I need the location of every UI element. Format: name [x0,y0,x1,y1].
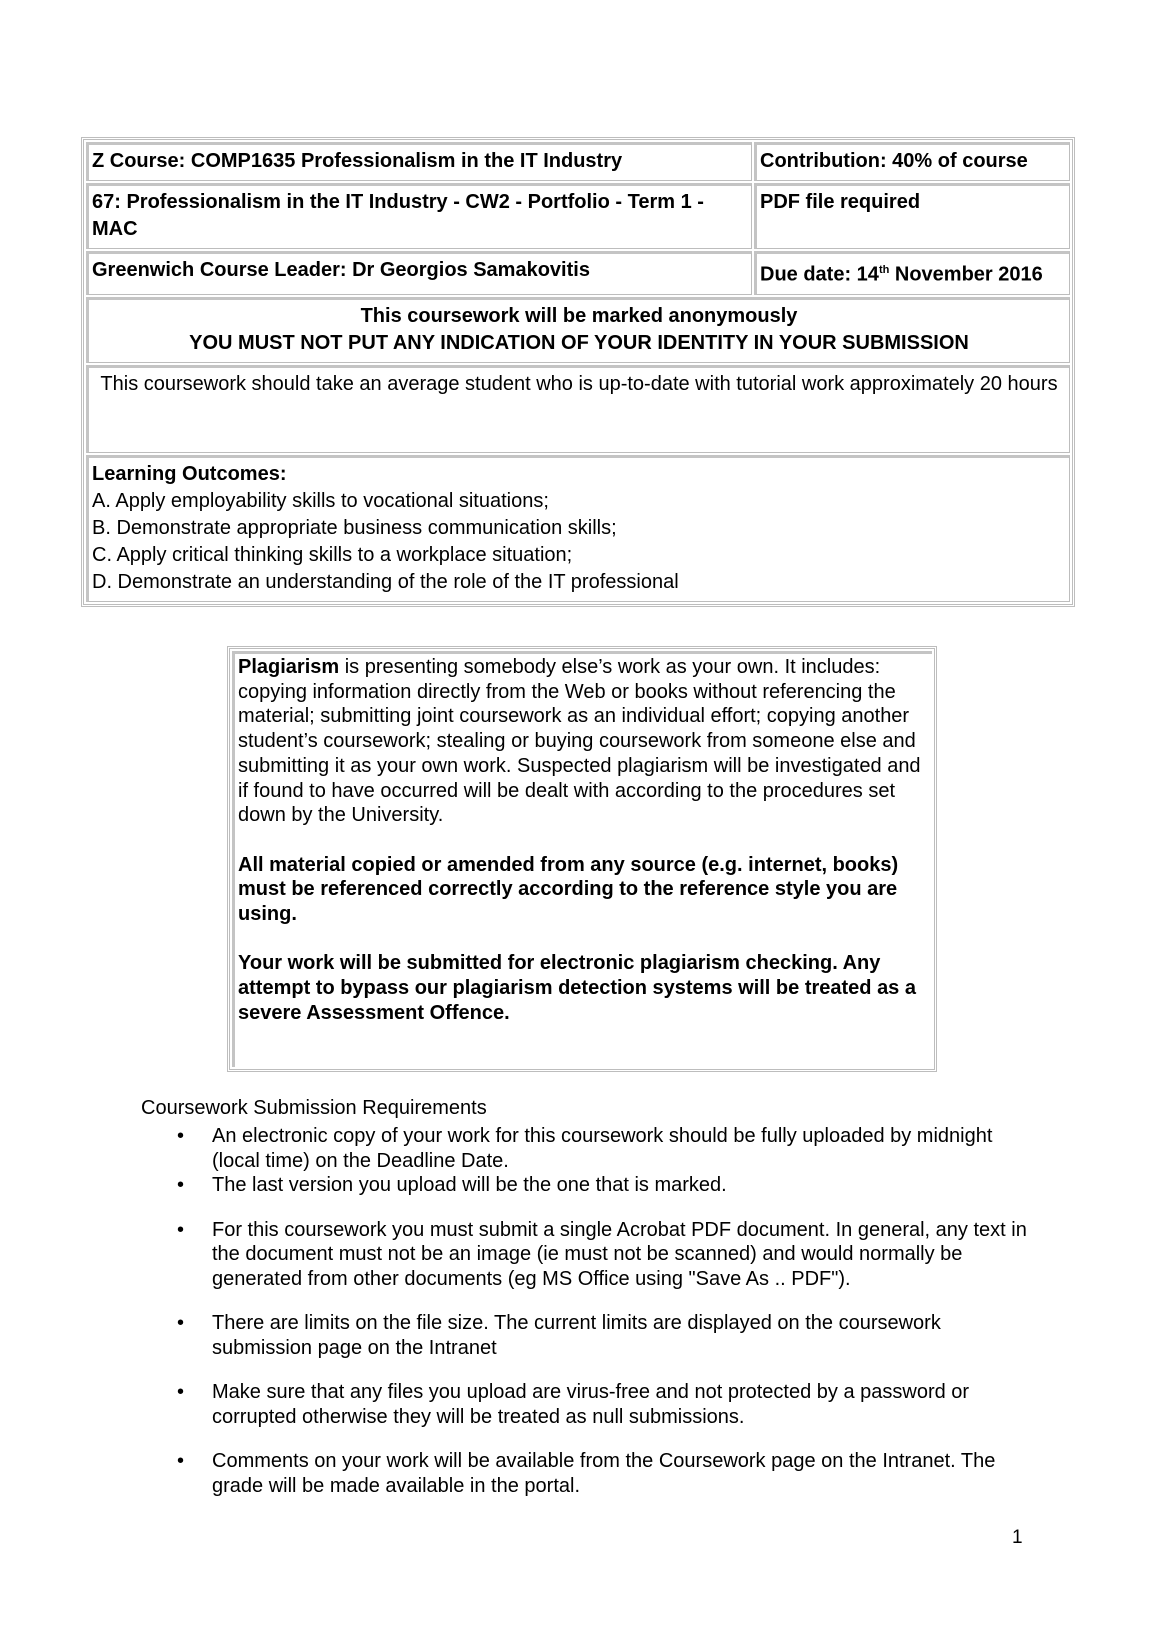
requirement-item [141,1449,1041,1498]
requirement-item [141,1124,1041,1173]
requirement-text: For this coursework you must submit a single Acrobat PDF document. In general, any text in the document must not be an image (ie must not be scanned) and would normally be generated from other documents (eg MS Office using "Save As .. PDF"). [212,1218,1027,1290]
course-leader-cell: Greenwich Course Leader: Dr Georgios Samakovitis [86,251,752,295]
requirement-text: An electronic copy of your work for this coursework should be fully uploaded by midnight (local time) on the Deadline Date. [212,1125,993,1172]
submission-requirements-title: Coursework Submission Requirements [141,1097,487,1119]
contribution-cell: Contribution: 40% of course [754,142,1070,181]
anonymity-notice-cell [86,297,1070,363]
bullet-icon: • [177,1450,185,1472]
requirement-item [141,1311,1041,1360]
page-number: 1 [1012,1527,1023,1548]
requirement-text: Comments on your work will be available from the Coursework page on the Intranet. The grade will be made available in the portal. [212,1450,996,1497]
learning-outcome-item: C. Apply critical thinking skills to a workplace situation; [92,543,573,566]
time-estimate-cell: This coursework should take an average student who is up-to-date with tutorial work approximately 20 hours [86,365,1070,453]
due-date-cell [754,251,1070,295]
bullet-icon: • [177,1218,185,1241]
anonymity-notice-line2: YOU MUST NOT PUT ANY INDICATION OF YOUR IDENTITY IN YOUR SUBMISSION [189,331,969,354]
due-date-prefix: Due date: 14 [760,263,879,286]
course-cell: Z Course: COMP1635 Professionalism in the IT Industry [86,142,752,181]
requirement-text: There are limits on the file size. The current limits are displayed on the coursework submission page on the Intranet [212,1312,941,1359]
learning-outcomes-title: Learning Outcomes: [92,462,287,485]
plagiarism-term: Plagiarism [238,656,340,678]
requirement-text: Make sure that any files you upload are virus-free and not protected by a password or corrupted otherwise they will be treated as null submissions. [212,1381,970,1428]
bullet-icon: • [177,1312,185,1334]
learning-outcome-item: D. Demonstrate an understanding of the role of the IT professional [92,570,679,593]
submission-requirements-list [141,1124,1041,1518]
plagiarism-notice-box [227,646,937,1072]
requirement-text: The last version you upload will be the one that is marked. [212,1174,727,1196]
coursework-info-table [81,137,1075,607]
learning-outcome-item: A. Apply employability skills to vocational situations; [92,489,549,512]
plagiarism-definition-text: is presenting somebody else’s work as your own. It includes: copying information directly from the Web or books without referencing the material; submitting joint coursework as an individual effort; copying another student’s coursework; stealing or buying coursework from someone else and submitting it as your own work. Suspected plagiarism will be investigated and if found to have occurred will be dealt with according to the procedures set down by the University. [238,656,921,827]
bullet-icon: • [177,1381,185,1403]
anonymity-notice-line1: This coursework will be marked anonymously [360,304,798,327]
requirement-item [141,1173,1041,1198]
plagiarism-definition [238,655,926,828]
coursework-title-cell: 67: Professionalism in the IT Industry - CW2 - Portfolio - Term 1 - MAC [86,183,752,249]
learning-outcomes-cell [86,455,1070,602]
due-date-ordinal: th [878,264,890,276]
file-requirement-cell: PDF file required [754,183,1070,249]
bullet-icon: • [177,1174,185,1196]
requirement-item [141,1218,1041,1292]
learning-outcome-item: B. Demonstrate appropriate business communication skills; [92,516,617,539]
requirement-item [141,1380,1041,1429]
referencing-notice: All material copied or amended from any source (e.g. internet, books) must be referenced correctly according to the reference style you are using. [238,853,899,926]
bullet-icon: • [177,1125,185,1147]
due-date-rest: November 2016 [889,263,1043,286]
plagiarism-checking-notice: Your work will be submitted for electronic plagiarism checking. Any attempt to bypass our plagiarism detection systems will be treated as a severe Assessment Offence. [238,952,916,1024]
